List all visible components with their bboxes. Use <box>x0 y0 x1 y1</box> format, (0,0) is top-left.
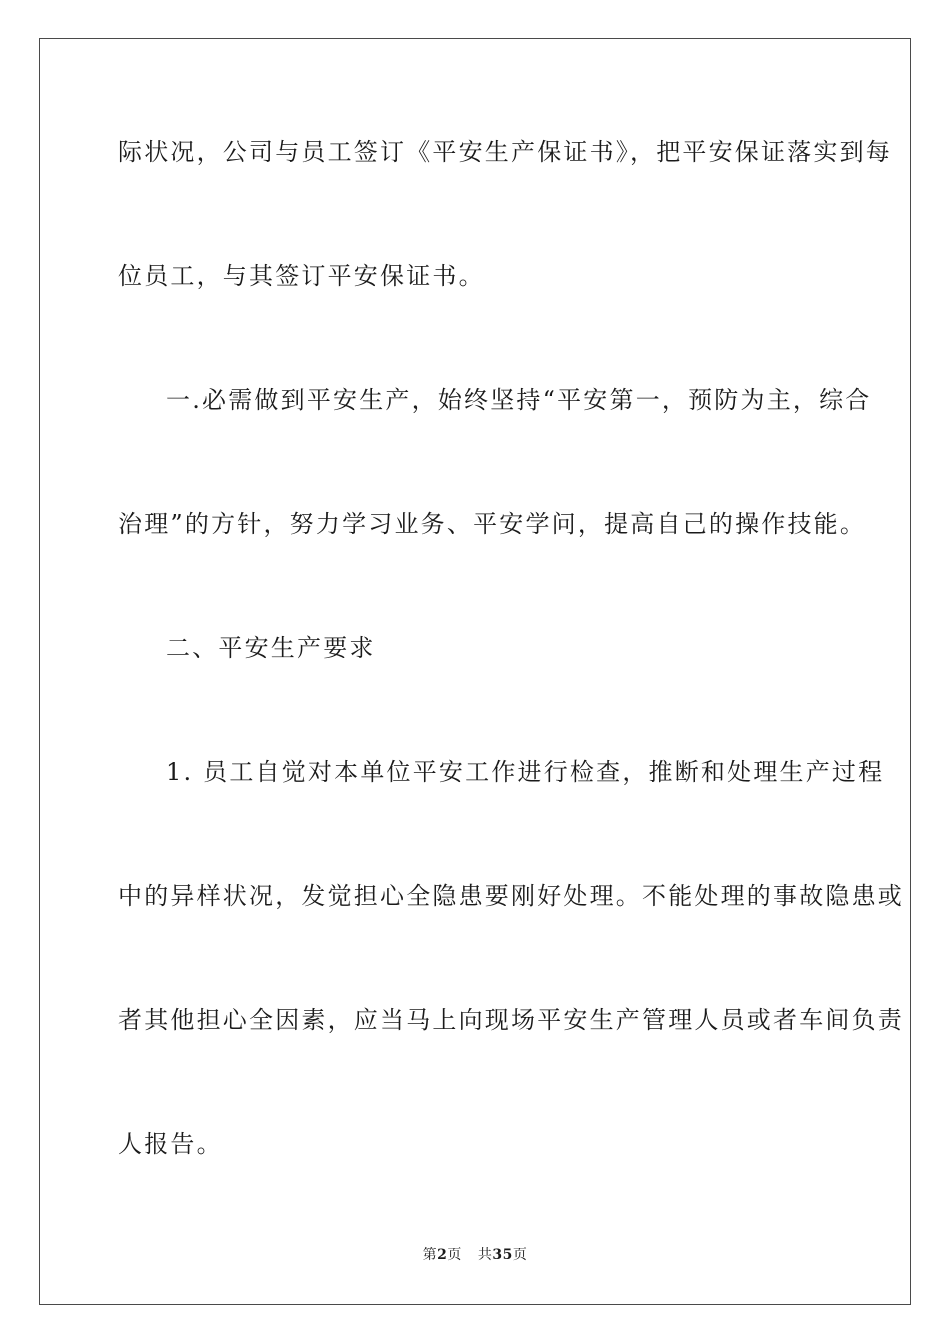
body-line-2: 位员工，与其签订平安保证书。 <box>118 262 485 290</box>
total-suffix: 页 <box>512 1247 528 1263</box>
section-two-heading: 二、平安生产要求 <box>166 634 376 662</box>
section-one-line-1: 一.必需做到平安生产，始终坚持“平安第一，预防为主，综合 <box>166 386 872 414</box>
page-footer <box>0 1246 950 1264</box>
body-line-1: 际状况，公司与员工签订《平安生产保证书》，把平安保证落实到每 <box>118 138 892 166</box>
page-prefix: 第 <box>422 1247 438 1263</box>
item-one-line-4: 人报告。 <box>118 1130 223 1158</box>
section-one-line-2: 治理”的方针，努力学习业务、平安学问，提高自己的操作技能。 <box>118 510 867 538</box>
page-total: 35 <box>492 1247 513 1263</box>
item-one-line-2: 中的异样状况，发觉担心全隐患要刚好处理。不能处理的事故隐患或 <box>118 882 904 910</box>
page-border <box>39 38 911 1305</box>
item-one-line-1: 1. 员工自觉对本单位平安工作进行检查，推断和处理生产过程 <box>166 758 885 786</box>
page-current: 2 <box>437 1247 448 1263</box>
item-one-line-3: 者其他担心全因素，应当马上向现场平安生产管理人员或者车间负责 <box>118 1006 904 1034</box>
page-suffix: 页 <box>447 1247 462 1263</box>
total-prefix: 共 <box>477 1247 493 1263</box>
